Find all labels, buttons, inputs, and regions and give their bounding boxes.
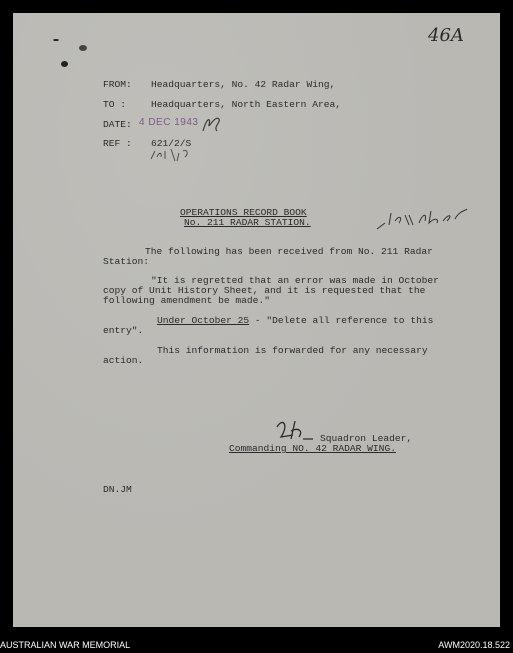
from-value: Headquarters, No. 42 Radar Wing, xyxy=(151,79,336,90)
ink-mark xyxy=(61,61,68,67)
title-line-2: No. 211 RADAR STATION. xyxy=(184,217,311,228)
page-number: 46A xyxy=(428,25,464,46)
body-p1-line1: The following has been received from No. 211 Radar xyxy=(145,246,433,257)
to-label: TO : xyxy=(103,99,127,110)
footer-left: AUSTRALIAN WAR MEMORIAL xyxy=(0,640,131,650)
quote-line1: "It is regretted that an error was made in October xyxy=(151,275,439,286)
signature-rank: Squadron Leader, xyxy=(320,433,413,444)
signature-title: Commanding NO. 42 RADAR WING. xyxy=(229,443,396,454)
to-value: Headquarters, North Eastern Area, xyxy=(151,99,341,110)
amendment-line1 xyxy=(157,315,433,326)
date-stamp: 4 DEC 1943 xyxy=(139,117,199,128)
body-p3-line2: action. xyxy=(103,355,144,366)
body-p3-line1: This information is forwarded for any necessary xyxy=(157,345,428,356)
ref-label: REF : xyxy=(103,138,132,149)
ref-value: 621/2/S xyxy=(151,138,192,149)
quote-line3: following amendment be made." xyxy=(103,295,270,306)
footer-right: AWM2020.18.522 xyxy=(438,640,510,650)
amendment-line2: entry". xyxy=(103,325,144,336)
quote-line2: copy of Unit History Sheet, and it is requested that the xyxy=(103,285,426,296)
title-line-1: OPERATIONS RECORD BOOK xyxy=(180,207,307,218)
amendment-text: - "Delete all reference to this xyxy=(249,315,434,326)
date-scribble xyxy=(199,113,223,135)
date-label: DATE: xyxy=(103,119,132,130)
document-page xyxy=(13,13,500,627)
signature xyxy=(273,417,319,443)
amendment-heading: Under October 25 xyxy=(157,315,250,326)
handwritten-annotation xyxy=(375,201,471,235)
ink-mark xyxy=(53,39,59,41)
ink-mark xyxy=(79,45,87,51)
body-p1-line2: Station: xyxy=(103,256,150,267)
initials: DN.JM xyxy=(103,484,132,495)
ref-scribble xyxy=(149,143,199,165)
from-label: FROM: xyxy=(103,79,132,90)
